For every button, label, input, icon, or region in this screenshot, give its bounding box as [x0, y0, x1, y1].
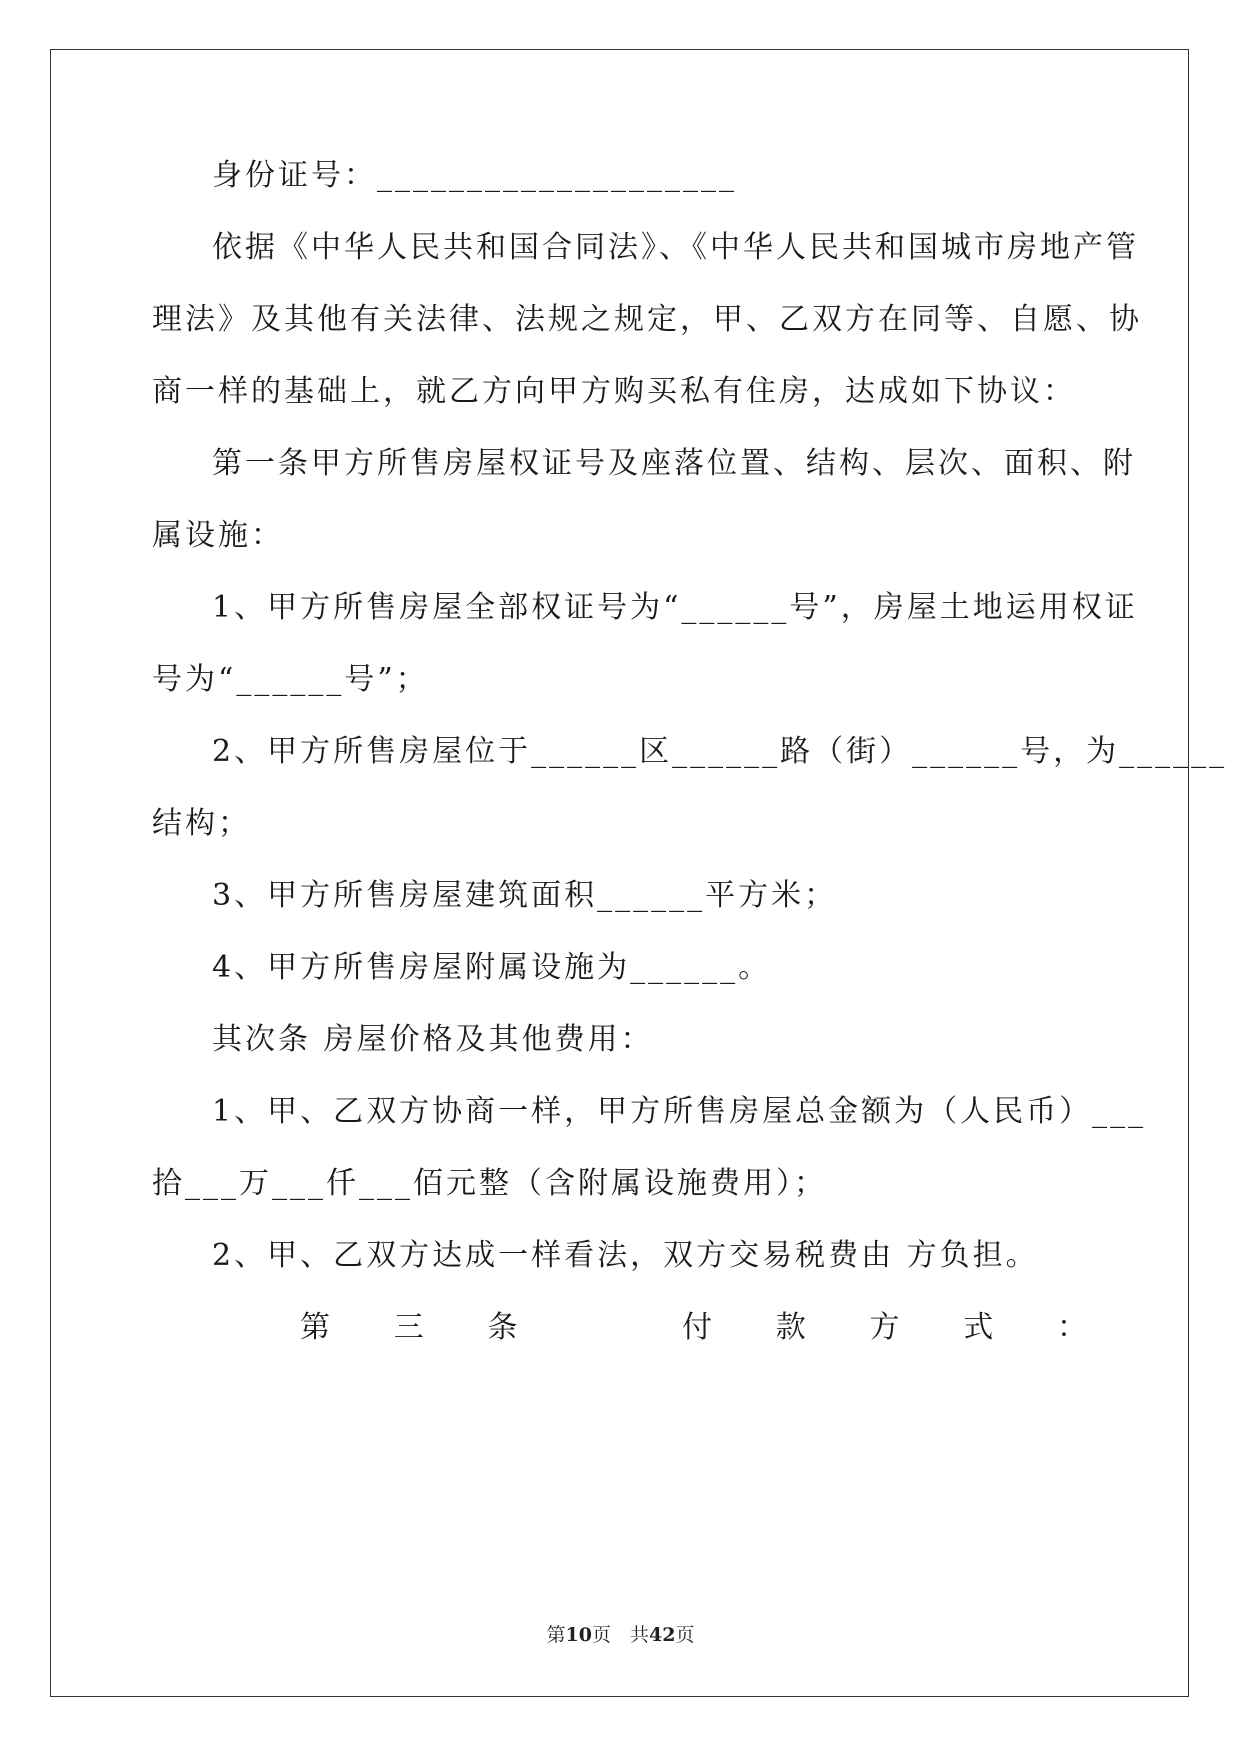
page-prefix: 第	[546, 1624, 566, 1646]
paragraph-line: 结构；	[152, 806, 251, 841]
page-separator: 页 共	[591, 1624, 649, 1646]
clause-1-4: 4、甲方所售房屋附属设施为______。	[212, 950, 772, 985]
id-number-line: 身份证号：____________________	[212, 158, 737, 193]
page-border	[50, 49, 1228, 1697]
current-page-number: 10	[565, 1624, 592, 1646]
heading-char: ：	[1057, 1310, 1090, 1345]
heading-char: 款	[775, 1310, 809, 1345]
clause-2-1: 1、甲、乙双方协商一样，甲方所售房屋总金额为（人民币）___	[212, 1094, 1147, 1129]
total-page-number: 42	[649, 1624, 676, 1646]
page-suffix: 页	[675, 1624, 695, 1646]
heading-char: 方	[869, 1310, 903, 1345]
heading-char: 三	[393, 1310, 427, 1345]
heading-char: 第	[300, 1310, 333, 1345]
paragraph-line: 属设施：	[152, 518, 284, 553]
clause-1-1: 1、甲方所售房屋全部权证号为“______号”，房屋土地运用权证	[212, 590, 1138, 625]
paragraph-line: 拾___万___仟___佰元整（含附属设施费用）；	[152, 1166, 827, 1201]
article-2-heading: 其次条 房屋价格及其他费用：	[212, 1022, 654, 1057]
paragraph-line: 依据《中华人民共和国合同法》、《中华人民共和国城市房地产管	[212, 230, 1139, 265]
clause-2-2: 2、甲、乙双方达成一样看法，双方交易税费由 方负担。	[212, 1238, 1039, 1273]
heading-char: 式	[963, 1310, 997, 1345]
paragraph-line: 商一样的基础上，就乙方向甲方购买私有住房，达成如下协议：	[152, 374, 1076, 409]
heading-char: 付	[682, 1310, 715, 1345]
heading-char: 条	[487, 1310, 521, 1345]
clause-1-3: 3、甲方所售房屋建筑面积______平方米；	[212, 878, 838, 913]
article-1-heading: 第一条甲方所售房屋权证号及座落位置、结构、层次、面积、附	[212, 446, 1136, 481]
page-footer	[0, 1620, 1241, 1647]
paragraph-line: 号为“______号”；	[152, 662, 429, 697]
article-3-heading	[152, 1308, 1090, 1348]
clause-1-2: 2、甲方所售房屋位于______区______路（街）______号，为______	[212, 734, 1228, 769]
paragraph-line: 理法》及其他有关法律、法规之规定，甲、乙双方在同等、自愿、协	[152, 302, 1142, 337]
